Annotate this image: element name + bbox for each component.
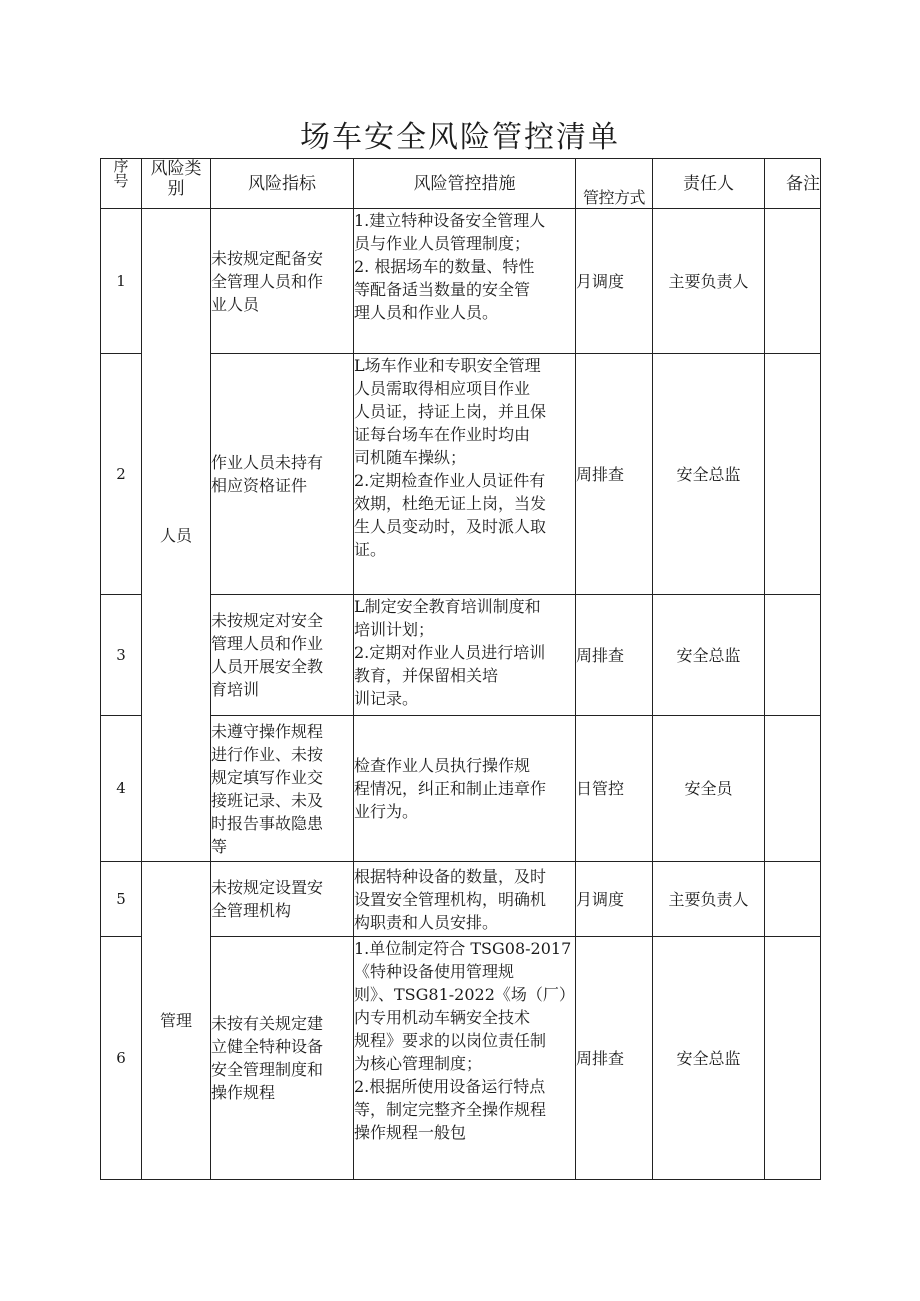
row-note — [765, 937, 821, 1180]
row-measures: 检查作业人员执行操作规 程情况，纠正和制止违章作 业行为。 — [354, 716, 576, 862]
row-seq: 2 — [101, 354, 142, 595]
row-note — [765, 595, 821, 716]
row-mode: 日管控 — [576, 716, 653, 862]
row-seq: 6 — [101, 937, 142, 1180]
table-header-row — [101, 159, 821, 209]
header-measures: 风险管控措施 — [354, 159, 576, 209]
header-indicator: 风险指标 — [211, 159, 354, 209]
row-owner: 主要负责人 — [653, 862, 765, 937]
header-owner: 责任人 — [653, 159, 765, 209]
row-note — [765, 862, 821, 937]
row-owner: 主要负责人 — [653, 209, 765, 354]
row-owner: 安全总监 — [653, 937, 765, 1180]
row-measures: 根据特种设备的数量，及时 设置安全管理机构，明确机 构职责和人员安排。 — [354, 862, 576, 937]
row-seq: 1 — [101, 209, 142, 354]
row-indicator: 作业人员未持有 相应资格证件 — [211, 354, 354, 595]
row-indicator: 未按规定配备安 全管理人员和作 业人员 — [211, 209, 354, 354]
row-owner: 安全员 — [653, 716, 765, 862]
risk-control-table — [100, 158, 821, 1180]
document-title: 场车安全风险管控清单 — [300, 120, 620, 155]
row-indicator: 未按规定设置安 全管理机构 — [211, 862, 354, 937]
row-indicator: 未按规定对安全 管理人员和作业 人员开展安全教 育培训 — [211, 595, 354, 716]
category-personnel: 人员 — [142, 209, 211, 862]
row-mode: 周排查 — [576, 937, 653, 1180]
row-seq: 3 — [101, 595, 142, 716]
row-seq: 5 — [101, 862, 142, 937]
header-category: 风险类 别 — [142, 159, 211, 209]
row-indicator: 未遵守操作规程 进行作业、未按 规定填写作业交 接班记录、未及 时报告事故隐患 等 — [211, 716, 354, 862]
row-measures: L场车作业和专职安全管理 人员需取得相应项目作业 人员证，持证上岗，并且保 证每台场车在作业时均由 司机随车操纵； 2.定期检查作业人员证件有 效期，杜绝无证上岗，当发 生人员变动时，及时派人取 证。 — [354, 354, 576, 595]
header-note: 备注 — [765, 159, 821, 209]
table-row — [101, 209, 821, 354]
row-mode: 周排查 — [576, 595, 653, 716]
row-note — [765, 354, 821, 595]
header-seq: 序 号 — [101, 159, 142, 209]
row-measures: 1.单位制定符合 TSG08-2017 《特种设备使用管理规 则》、TSG81-2022《场（厂） 内专用机动车辆安全技术 规程》要求的以岗位责任制 为核心管理制度； 2.根据所使用设备运行特点 等，制定完整齐全操作规程 操作规程一般包 — [354, 937, 576, 1180]
row-mode: 月调度 — [576, 862, 653, 937]
row-owner: 安全总监 — [653, 354, 765, 595]
category-management: 管理 — [142, 862, 211, 1180]
row-seq: 4 — [101, 716, 142, 862]
row-note — [765, 716, 821, 862]
header-mode: 管控方式 — [576, 159, 653, 209]
row-mode: 月调度 — [576, 209, 653, 354]
row-indicator: 未按有关规定建 立健全特种设备 安全管理制度和 操作规程 — [211, 937, 354, 1180]
row-measures: 1.建立特种设备安全管理人 员与作业人员管理制度； 2. 根据场车的数量、特性 等配备适当数量的安全管 理人员和作业人员。 — [354, 209, 576, 354]
row-measures: L制定安全教育培训制度和 培训计划； 2.定期对作业人员进行培训 教育，并保留相关培 训记录。 — [354, 595, 576, 716]
row-note — [765, 209, 821, 354]
row-owner: 安全总监 — [653, 595, 765, 716]
table-row — [101, 862, 821, 937]
row-mode: 周排查 — [576, 354, 653, 595]
